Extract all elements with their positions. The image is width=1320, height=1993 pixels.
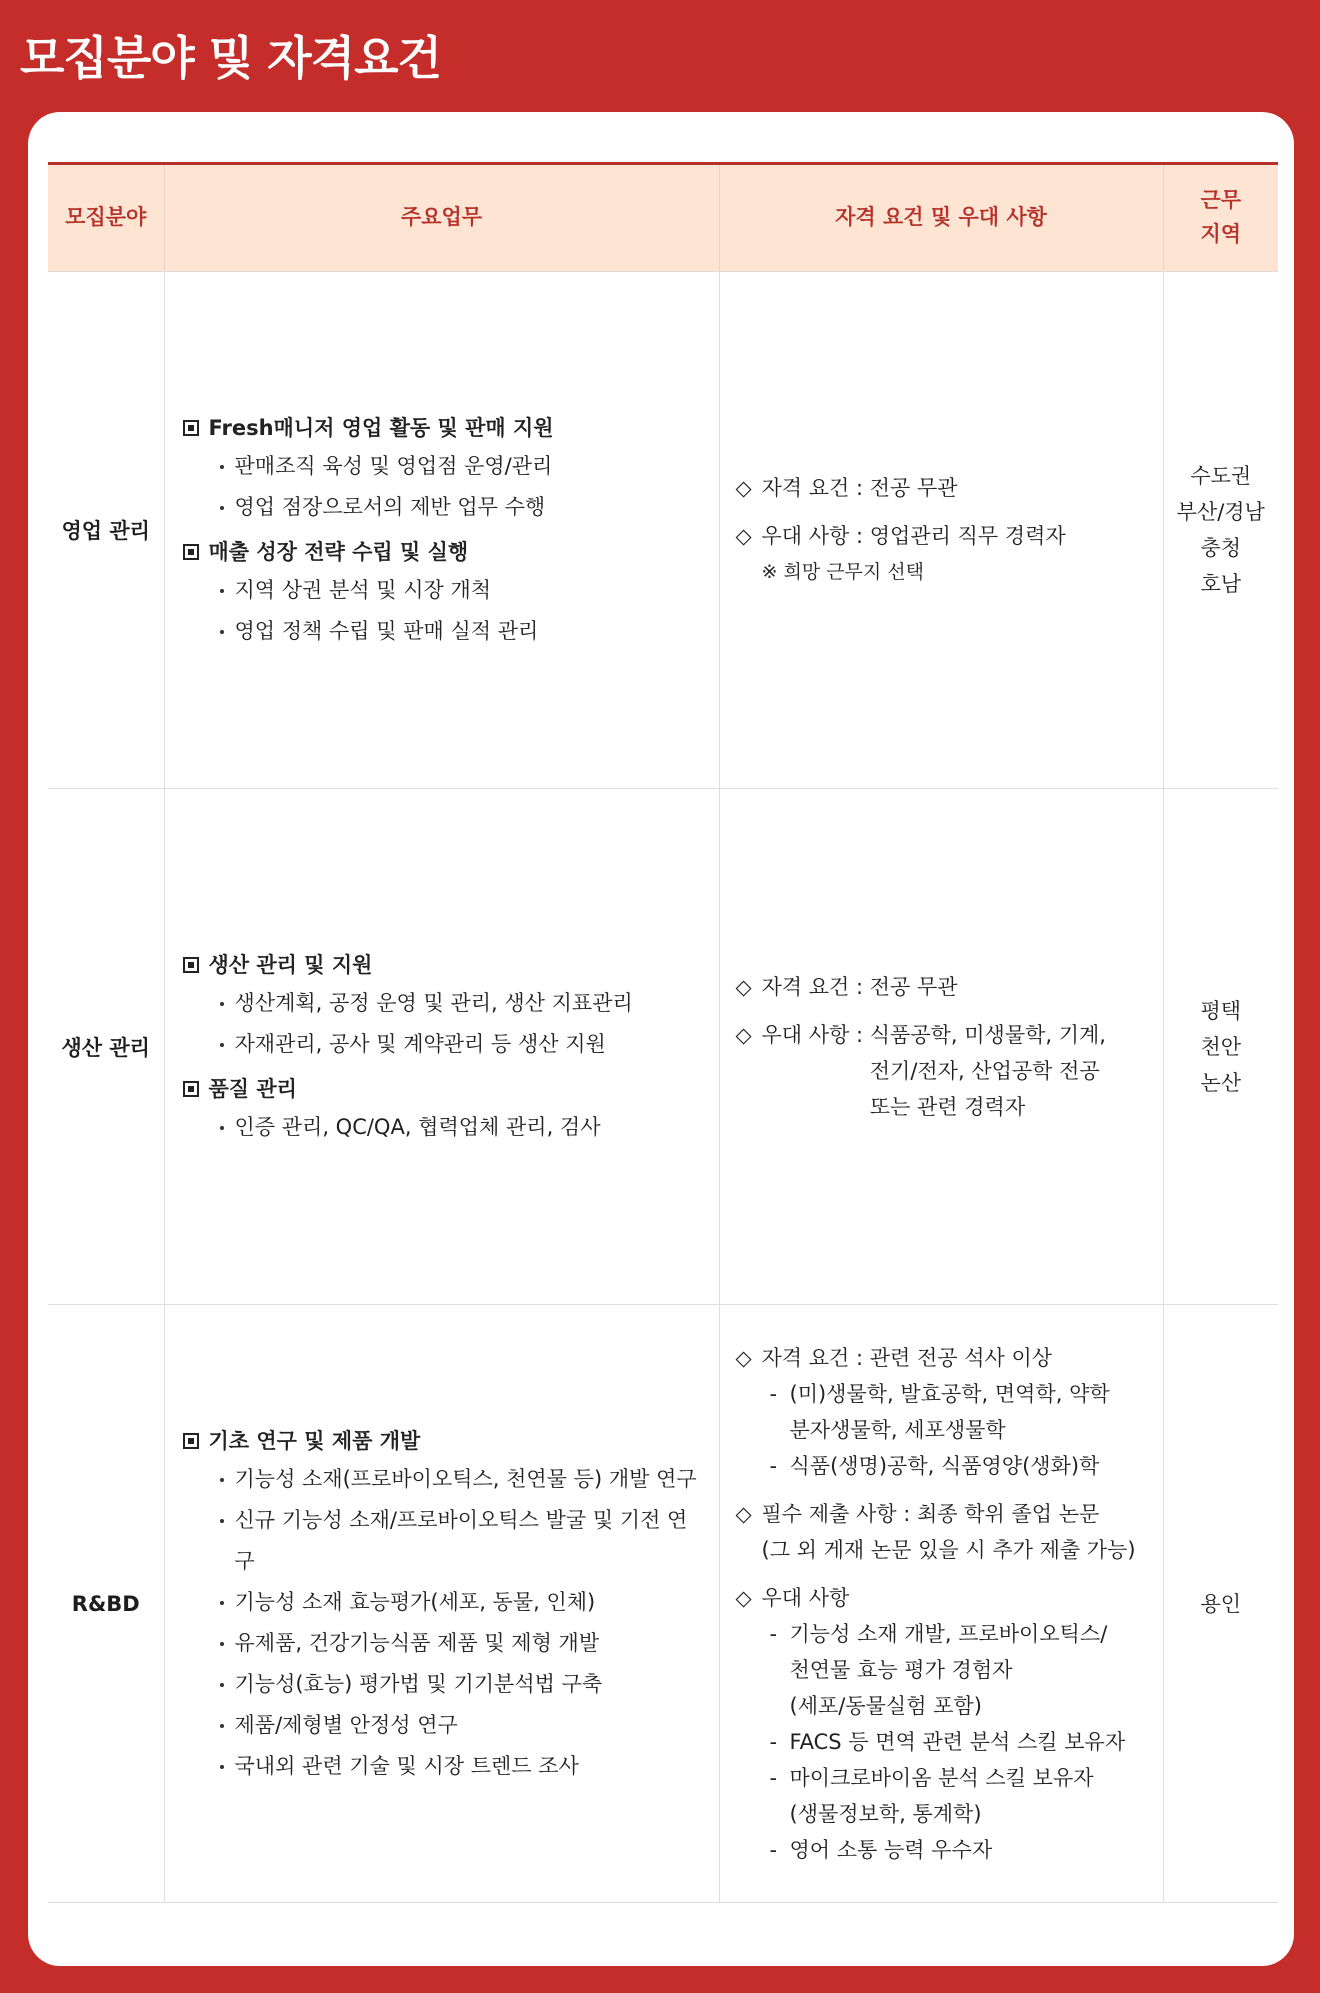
duty-item: 제품/제형별 안정성 연구 bbox=[183, 1705, 701, 1746]
duty-item: 지역 상권 분석 및 시장 개척 bbox=[183, 570, 701, 611]
duty-item: 신규 기능성 소재/프로바이오틱스 발굴 및 기전 연구 bbox=[183, 1500, 701, 1582]
qualifications-cell bbox=[719, 272, 1163, 789]
header-qualifications: 자격 요건 및 우대 사항 bbox=[719, 164, 1163, 272]
duty-group bbox=[183, 410, 701, 528]
duty-group bbox=[183, 947, 701, 1065]
duty-item: 유제품, 건강기능식품 제품 및 제형 개발 bbox=[183, 1623, 701, 1664]
region-name: 논산 bbox=[1200, 1070, 1242, 1095]
field-name: R&BD bbox=[48, 1305, 164, 1903]
region-name: 천안 bbox=[1200, 1034, 1242, 1059]
duty-group bbox=[183, 1423, 701, 1787]
duty-item: 기능성 소재(프로바이오틱스, 천연물 등) 개발 연구 bbox=[183, 1459, 701, 1500]
region-name: 부산/경남 bbox=[1176, 500, 1265, 524]
diamond-icon: ◇ bbox=[735, 1345, 752, 1370]
filled-square-icon bbox=[183, 544, 199, 560]
qualification-preference: ◇ 우대 사항 : 영업관리 직무 경력자 ※ 희망 근무지 선택 bbox=[736, 518, 1147, 590]
field-name: 영업 관리 bbox=[48, 272, 164, 789]
duty-group-title: Fresh매니저 영업 활동 및 판매 지원 bbox=[183, 410, 701, 446]
filled-square-icon bbox=[183, 1433, 199, 1449]
header-region-line: 지역 bbox=[1200, 222, 1242, 246]
region-cell bbox=[1163, 1305, 1278, 1903]
duty-group-title: 기초 연구 및 제품 개발 bbox=[183, 1423, 701, 1459]
filled-square-icon bbox=[183, 420, 199, 436]
qualification-preference: ◇ 우대 사항 : 식품공학, 미생물학, 기계, 전기/전자, 산업공학 전공 또는 관련 경력자 bbox=[736, 1017, 1147, 1125]
diamond-icon: ◇ bbox=[735, 524, 752, 548]
duty-item: 국내외 관련 기술 및 시장 트렌드 조사 bbox=[183, 1746, 701, 1787]
duty-item: 기능성 소재 효능평가(세포, 동물, 인체) bbox=[183, 1582, 701, 1623]
duty-group-title: 매출 성장 전략 수립 및 실행 bbox=[183, 534, 701, 570]
region-name: 충청 bbox=[1200, 536, 1242, 560]
qualification-requirement: ◇ 자격 요건 : 전공 무관 bbox=[736, 969, 1147, 1005]
preference-sub-item: - 영어 소통 능력 우수자 bbox=[736, 1832, 1147, 1868]
region-cell bbox=[1163, 272, 1278, 789]
table-row bbox=[48, 1305, 1278, 1903]
preference-detail: 식품공학, 미생물학, 기계, 전기/전자, 산업공학 전공 또는 관련 경력자 bbox=[869, 1022, 1106, 1119]
duty-item: 영업 점장으로서의 제반 업무 수행 bbox=[183, 487, 701, 528]
qualification-requirement: ◇ 자격 요건 : 관련 전공 석사 이상 - (미)생물학, 발효공학, 면역학, 약학 분자생물학, 세포생물학 - 식품(생명)공학, 식품영양(생화)학 bbox=[736, 1340, 1147, 1484]
field-name: 생산 관리 bbox=[48, 789, 164, 1305]
filled-square-icon bbox=[183, 1081, 199, 1097]
duty-group-title: 품질 관리 bbox=[183, 1071, 701, 1107]
table-row bbox=[48, 272, 1278, 789]
table-header-row bbox=[48, 164, 1278, 272]
duties-cell bbox=[164, 272, 719, 789]
qualifications-cell bbox=[719, 1305, 1163, 1903]
qualification-note: ※ 희망 근무지 선택 bbox=[761, 561, 925, 583]
duty-item: 생산계획, 공정 운영 및 관리, 생산 지표관리 bbox=[183, 983, 701, 1024]
submission-note: (그 외 게재 논문 있을 시 추가 제출 가능) bbox=[761, 1537, 1136, 1562]
table-row bbox=[48, 789, 1278, 1305]
duty-item: 기능성(효능) 평가법 및 기기분석법 구축 bbox=[183, 1664, 701, 1705]
duty-group bbox=[183, 1071, 701, 1148]
region-cell bbox=[1163, 789, 1278, 1305]
duty-item: 인증 관리, QC/QA, 협력업체 관리, 검사 bbox=[183, 1107, 701, 1148]
region-name: 호남 bbox=[1200, 572, 1242, 596]
header-region-line: 근무 bbox=[1200, 188, 1242, 213]
header-field: 모집분야 bbox=[48, 164, 164, 272]
duties-cell bbox=[164, 1305, 719, 1903]
recruitment-table bbox=[48, 162, 1278, 1903]
qualification-requirement: ◇ 자격 요건 : 전공 무관 bbox=[736, 470, 1147, 506]
duties-cell bbox=[164, 789, 719, 1305]
region-name: 수도권 bbox=[1190, 464, 1252, 488]
requirement-sub-item: - 식품(생명)공학, 식품영양(생화)학 bbox=[736, 1448, 1147, 1484]
preference-sub-item: - FACS 등 면역 관련 분석 스킬 보유자 bbox=[736, 1724, 1147, 1760]
diamond-icon: ◇ bbox=[735, 1585, 752, 1610]
region-name: 용인 bbox=[1200, 1591, 1242, 1616]
requirement-sub-item: - (미)생물학, 발효공학, 면역학, 약학 분자생물학, 세포생물학 bbox=[736, 1376, 1147, 1448]
preference-sub-item: - 기능성 소재 개발, 프로바이오틱스/ 천연물 효능 평가 경험자 (세포/동물실험 포함) bbox=[736, 1616, 1147, 1724]
diamond-icon: ◇ bbox=[735, 476, 752, 500]
preference-sub-item: - 마이크로바이옴 분석 스킬 보유자 (생물정보학, 통계학) bbox=[736, 1760, 1147, 1832]
filled-square-icon bbox=[183, 957, 199, 973]
header-region bbox=[1163, 164, 1278, 272]
content-card bbox=[28, 112, 1294, 1966]
diamond-icon: ◇ bbox=[735, 1022, 752, 1047]
qualifications-cell bbox=[719, 789, 1163, 1305]
duty-item: 자재관리, 공사 및 계약관리 등 생산 지원 bbox=[183, 1024, 701, 1065]
page-title: 모집분야 및 자격요건 bbox=[20, 31, 441, 85]
duty-item: 판매조직 육성 및 영업점 운영/관리 bbox=[183, 446, 701, 487]
qualification-submission: ◇ 필수 제출 사항 : 최종 학위 졸업 논문 (그 외 게재 논문 있을 시 추가 제출 가능) bbox=[736, 1496, 1147, 1568]
diamond-icon: ◇ bbox=[735, 1501, 752, 1526]
duty-group bbox=[183, 534, 701, 652]
qualification-preference: ◇ 우대 사항 - 기능성 소재 개발, 프로바이오틱스/ 천연물 효능 평가 경험자 (세포/동물실험 포함) - FACS 등 면역 관련 분석 스킬 보유자 - 마이크로바이옴 분석 스킬 보유자 (생물정보학, 통계학) - 영어 소통 능력 우수자 bbox=[736, 1580, 1147, 1868]
header-duties: 주요업무 bbox=[164, 164, 719, 272]
duty-group-title: 생산 관리 및 지원 bbox=[183, 947, 701, 983]
diamond-icon: ◇ bbox=[735, 974, 752, 999]
duty-item: 영업 정책 수립 및 판매 실적 관리 bbox=[183, 611, 701, 652]
region-name: 평택 bbox=[1200, 998, 1242, 1023]
